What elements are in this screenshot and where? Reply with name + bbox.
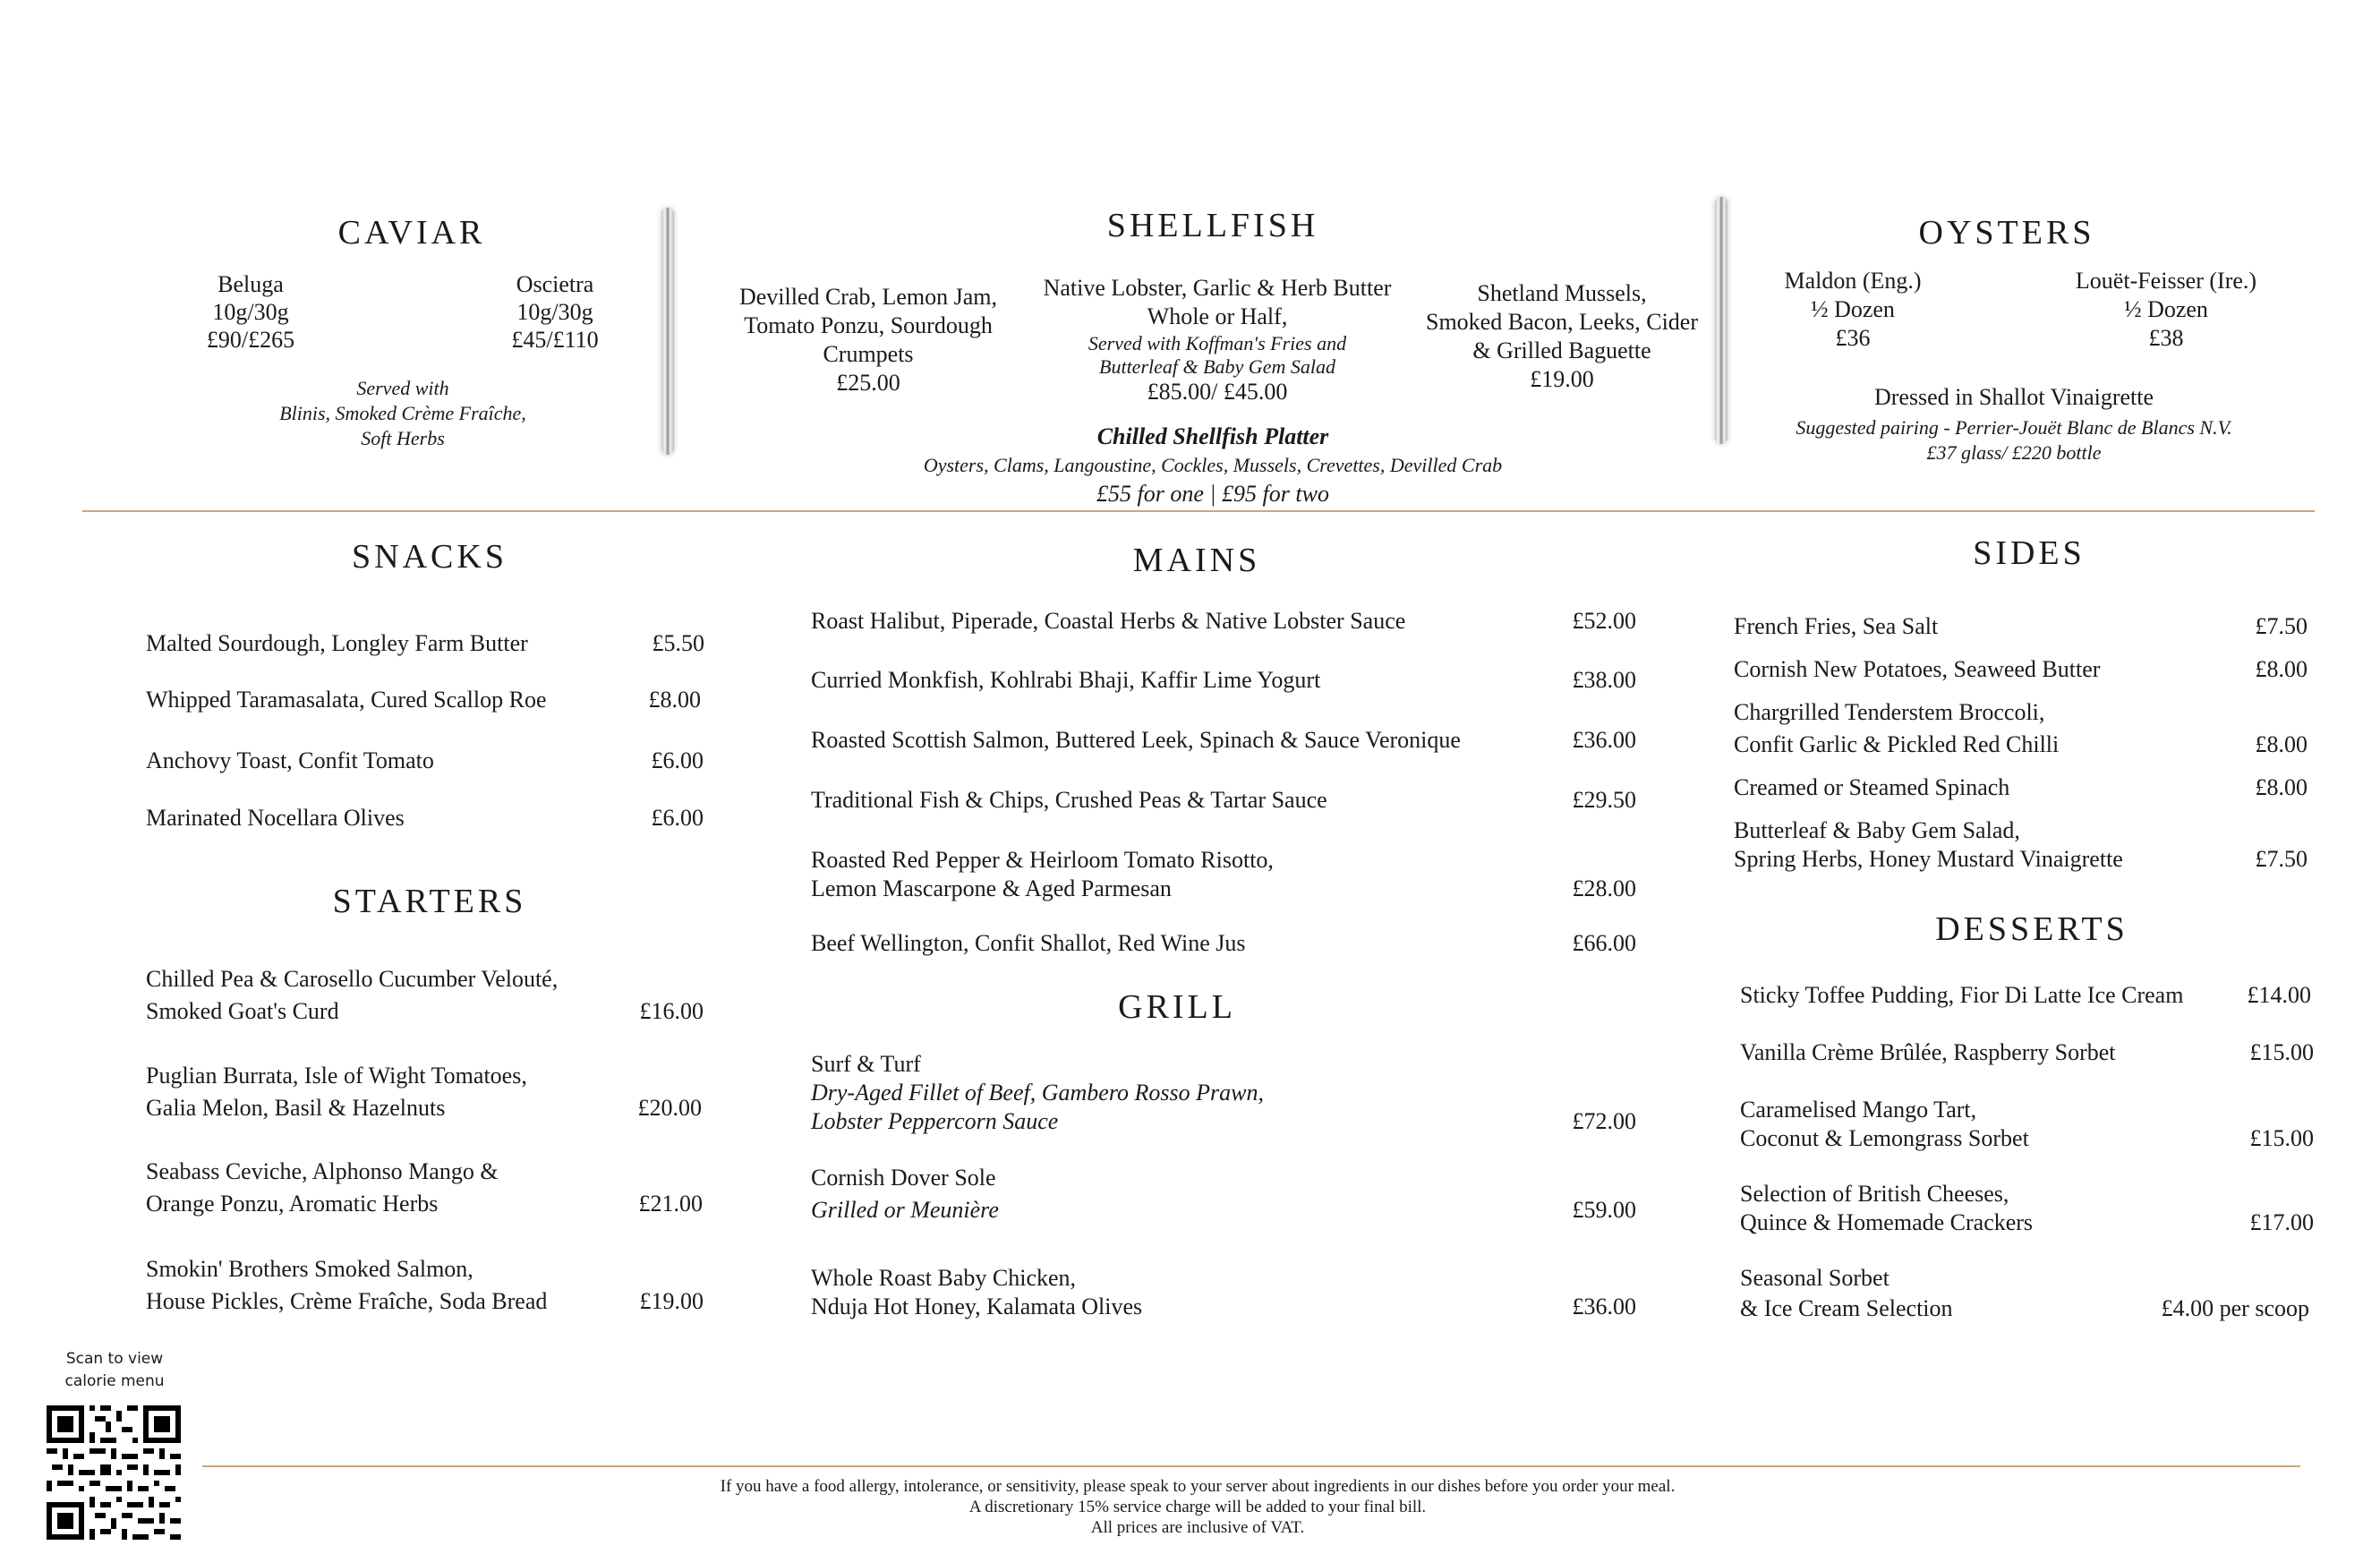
footer-vat-note: All prices are inclusive of VAT. [1090,1518,1305,1537]
shellfish-mussels-line: Smoked Bacon, Leeks, Cider [1426,309,1698,335]
oysters-pairing-price: £37 glass/ £220 bottle [1926,441,2102,464]
main-item-name: Roast Halibut, Piperade, Coastal Herbs & Native Lobster Sauce [811,608,1406,634]
snack-item-name: Anchovy Toast, Confit Tomato [146,747,434,773]
qr-code-icon[interactable] [47,1405,181,1540]
snack-item-name: Malted Sourdough, Longley Farm Butter [146,630,528,656]
side-item-name: French Fries, Sea Salt [1734,613,1939,639]
side-item-name-line2: Confit Garlic & Pickled Red Chilli [1734,731,2060,757]
starter-item-line2: Galia Melon, Basil & Hazelnuts [146,1095,446,1121]
caviar-title: CAVIAR [337,214,486,252]
caviar-item-beluga-name: Beluga [218,271,284,297]
footer-service-charge: A discretionary 15% service charge will be added to your final bill. [968,1498,1427,1516]
starter-item-line2: Orange Ponzu, Aromatic Herbs [146,1191,439,1217]
starter-item-price: £16.00 [639,998,704,1024]
side-item-name: Butterleaf & Baby Gem Salad, [1734,817,2020,843]
snacks-title: SNACKS [352,538,508,576]
footer-divider-rule [202,1465,2300,1467]
dessert-item-name: Seasonal Sorbet [1740,1265,1889,1291]
side-item-price: £8.00 [2255,656,2307,682]
oyster-louet-qty: ½ Dozen [2124,296,2208,322]
dessert-item-price: £15.00 [2249,1039,2314,1065]
oyster-maldon-price: £36 [1835,325,1871,351]
snack-item-price: £5.50 [652,630,704,656]
grill-item-name: Surf & Turf [811,1051,921,1077]
dessert-item-price: £17.00 [2249,1209,2314,1235]
side-item-price: £7.50 [2255,846,2307,872]
snack-item-name: Marinated Nocellara Olives [146,805,405,831]
dessert-item-name-line2: Quince & Homemade Crackers [1740,1209,2034,1235]
oyster-louet-price: £38 [2148,325,2184,351]
shellfish-lobster-served: Served with Koffman's Fries and [1088,332,1347,354]
shellfish-crab-price: £25.00 [836,370,900,396]
starter-item-line1: Chilled Pea & Carosello Cucumber Velouté, [146,966,559,992]
main-item-name: Curried Monkfish, Kohlrabi Bhaji, Kaffir Lime Yogurt [811,667,1321,693]
caviar-item-oscietra-price: £45/£110 [511,327,599,353]
platter-description: Oysters, Clams, Langoustine, Cockles, Mussels, Crevettes, Devilled Crab [923,454,1503,476]
grill-item-name: Cornish Dover Sole [811,1165,996,1191]
caviar-served-line: Blinis, Smoked Crème Fraîche, [279,402,526,424]
side-item-price: £8.00 [2255,731,2307,757]
oyster-maldon-name: Maldon (Eng.) [1784,268,1922,294]
main-item-price: £66.00 [1572,930,1636,956]
grill-item-desc: Dry-Aged Fillet of Beef, Gambero Rosso Prawn, [811,1080,1264,1106]
section-divider-rule [82,510,2315,512]
starter-item-line2: House Pickles, Crème Fraîche, Soda Bread [146,1288,548,1314]
shellfish-crab-line: Crumpets [823,341,914,367]
side-item-price: £7.50 [2255,613,2307,639]
caviar-item-beluga-size: 10g/30g [212,299,289,325]
snack-item-name: Whipped Taramasalata, Cured Scallop Roe [146,687,547,713]
starter-item-line2: Smoked Goat's Curd [146,998,339,1024]
caviar-item-beluga-price: £90/£265 [206,327,295,353]
dessert-item-price: £15.00 [2249,1125,2314,1151]
shellfish-mussels-line: Shetland Mussels, [1477,280,1647,306]
grill-title: GRILL [1118,988,1236,1026]
main-item-name-line2: Lemon Mascarpone & Aged Parmesan [811,875,1172,901]
qr-label: Scan to view [65,1350,164,1368]
side-item-name-line2: Spring Herbs, Honey Mustard Vinaigrette [1734,846,2123,872]
divider-pillar [1715,197,1727,444]
oysters-title: OYSTERS [1918,214,2095,252]
main-item-price: £28.00 [1572,875,1636,901]
divider-pillar [661,208,674,455]
main-item-price: £29.50 [1572,787,1636,813]
footer-allergy-note: If you have a food allergy, intolerance, or sensitivity, please speak to your server about ingredients in our dishes before you order your meal. [720,1477,1676,1496]
side-item-name: Creamed or Steamed Spinach [1734,774,2010,800]
dessert-item-name: Sticky Toffee Pudding, Fior Di Latte Ice Cream [1740,982,2184,1008]
dessert-item-name: Selection of British Cheeses, [1740,1181,2009,1207]
main-item-name: Beef Wellington, Confit Shallot, Red Wine Jus [811,930,1246,956]
grill-item-name: Whole Roast Baby Chicken, [811,1265,1077,1291]
caviar-item-oscietra-name: Oscietra [516,271,594,297]
caviar-served-line: Soft Herbs [361,427,445,449]
main-item-price: £36.00 [1572,727,1636,753]
snack-item-price: £8.00 [648,687,701,713]
starter-item-price: £20.00 [637,1095,702,1121]
shellfish-lobster-price: £85.00/ £45.00 [1147,379,1288,405]
starter-item-line1: Smokin' Brothers Smoked Salmon, [146,1256,473,1282]
caviar-item-oscietra-size: 10g/30g [516,299,593,325]
platter-title: Chilled Shellfish Platter [1096,423,1329,449]
starter-item-line1: Seabass Ceviche, Alphonso Mango & [146,1158,499,1184]
starter-item-line1: Puglian Burrata, Isle of Wight Tomatoes, [146,1063,527,1089]
starter-item-price: £19.00 [639,1288,704,1314]
dessert-item-price: £14.00 [2247,982,2311,1008]
qr-label: calorie menu [64,1372,165,1390]
shellfish-lobster-line: Whole or Half, [1147,303,1288,329]
caviar-served-line: Served with [356,377,449,399]
oysters-pairing: Suggested pairing - Perrier-Jouët Blanc de Blancs N.V. [1796,416,2232,439]
side-item-name: Chargrilled Tenderstem Broccoli, [1734,699,2045,725]
shellfish-crab-line: Devilled Crab, Lemon Jam, [738,284,998,310]
dessert-item-name: Vanilla Crème Brûlée, Raspberry Sorbet [1740,1039,2116,1065]
main-item-price: £52.00 [1572,608,1636,634]
snack-item-price: £6.00 [651,747,704,773]
shellfish-title: SHELLFISH [1106,207,1319,244]
side-item-price: £8.00 [2255,774,2307,800]
main-item-price: £38.00 [1572,667,1636,693]
main-item-name: Roasted Scottish Salmon, Buttered Leek, Spinach & Sauce Veronique [811,727,1461,753]
oyster-maldon-qty: ½ Dozen [1811,296,1895,322]
platter-price: £55 for one | £95 for two [1096,481,1329,507]
desserts-title: DESSERTS [1935,910,2128,948]
shellfish-lobster-served: Butterleaf & Baby Gem Salad [1099,355,1335,378]
dessert-item-name-line2: Coconut & Lemongrass Sorbet [1740,1125,2029,1151]
shellfish-mussels-line: & Grilled Baguette [1472,337,1651,363]
shellfish-crab-line: Tomato Ponzu, Sourdough [744,312,993,338]
side-item-name: Cornish New Potatoes, Seaweed Butter [1734,656,2101,682]
main-item-name: Roasted Red Pepper & Heirloom Tomato Risotto, [811,847,1274,873]
starter-item-price: £21.00 [638,1191,703,1217]
grill-item-price: £59.00 [1572,1197,1636,1223]
main-item-name: Traditional Fish & Chips, Crushed Peas & Tartar Sauce [811,787,1327,813]
shellfish-mussels-price: £19.00 [1530,366,1594,392]
starters-title: STARTERS [332,883,527,920]
grill-item-desc: Grilled or Meunière [811,1197,999,1223]
sides-title: SIDES [1973,534,2086,572]
shellfish-lobster-line: Native Lobster, Garlic & Herb Butter [1043,275,1392,301]
oysters-dressed: Dressed in Shallot Vinaigrette [1873,384,2154,410]
dessert-item-price: £4.00 per scoop [2161,1295,2309,1321]
dessert-item-name: Caramelised Mango Tart, [1740,1097,1977,1123]
grill-item-price: £36.00 [1572,1294,1636,1319]
grill-item-desc: Nduja Hot Honey, Kalamata Olives [811,1294,1143,1319]
mains-title: MAINS [1132,542,1261,579]
snack-item-price: £6.00 [651,805,704,831]
dessert-item-name-line2: & Ice Cream Selection [1740,1295,1953,1321]
grill-item-price: £72.00 [1572,1108,1636,1134]
oyster-louet-name: Louët-Feisser (Ire.) [2075,268,2257,294]
grill-item-desc: Lobster Peppercorn Sauce [811,1108,1059,1134]
